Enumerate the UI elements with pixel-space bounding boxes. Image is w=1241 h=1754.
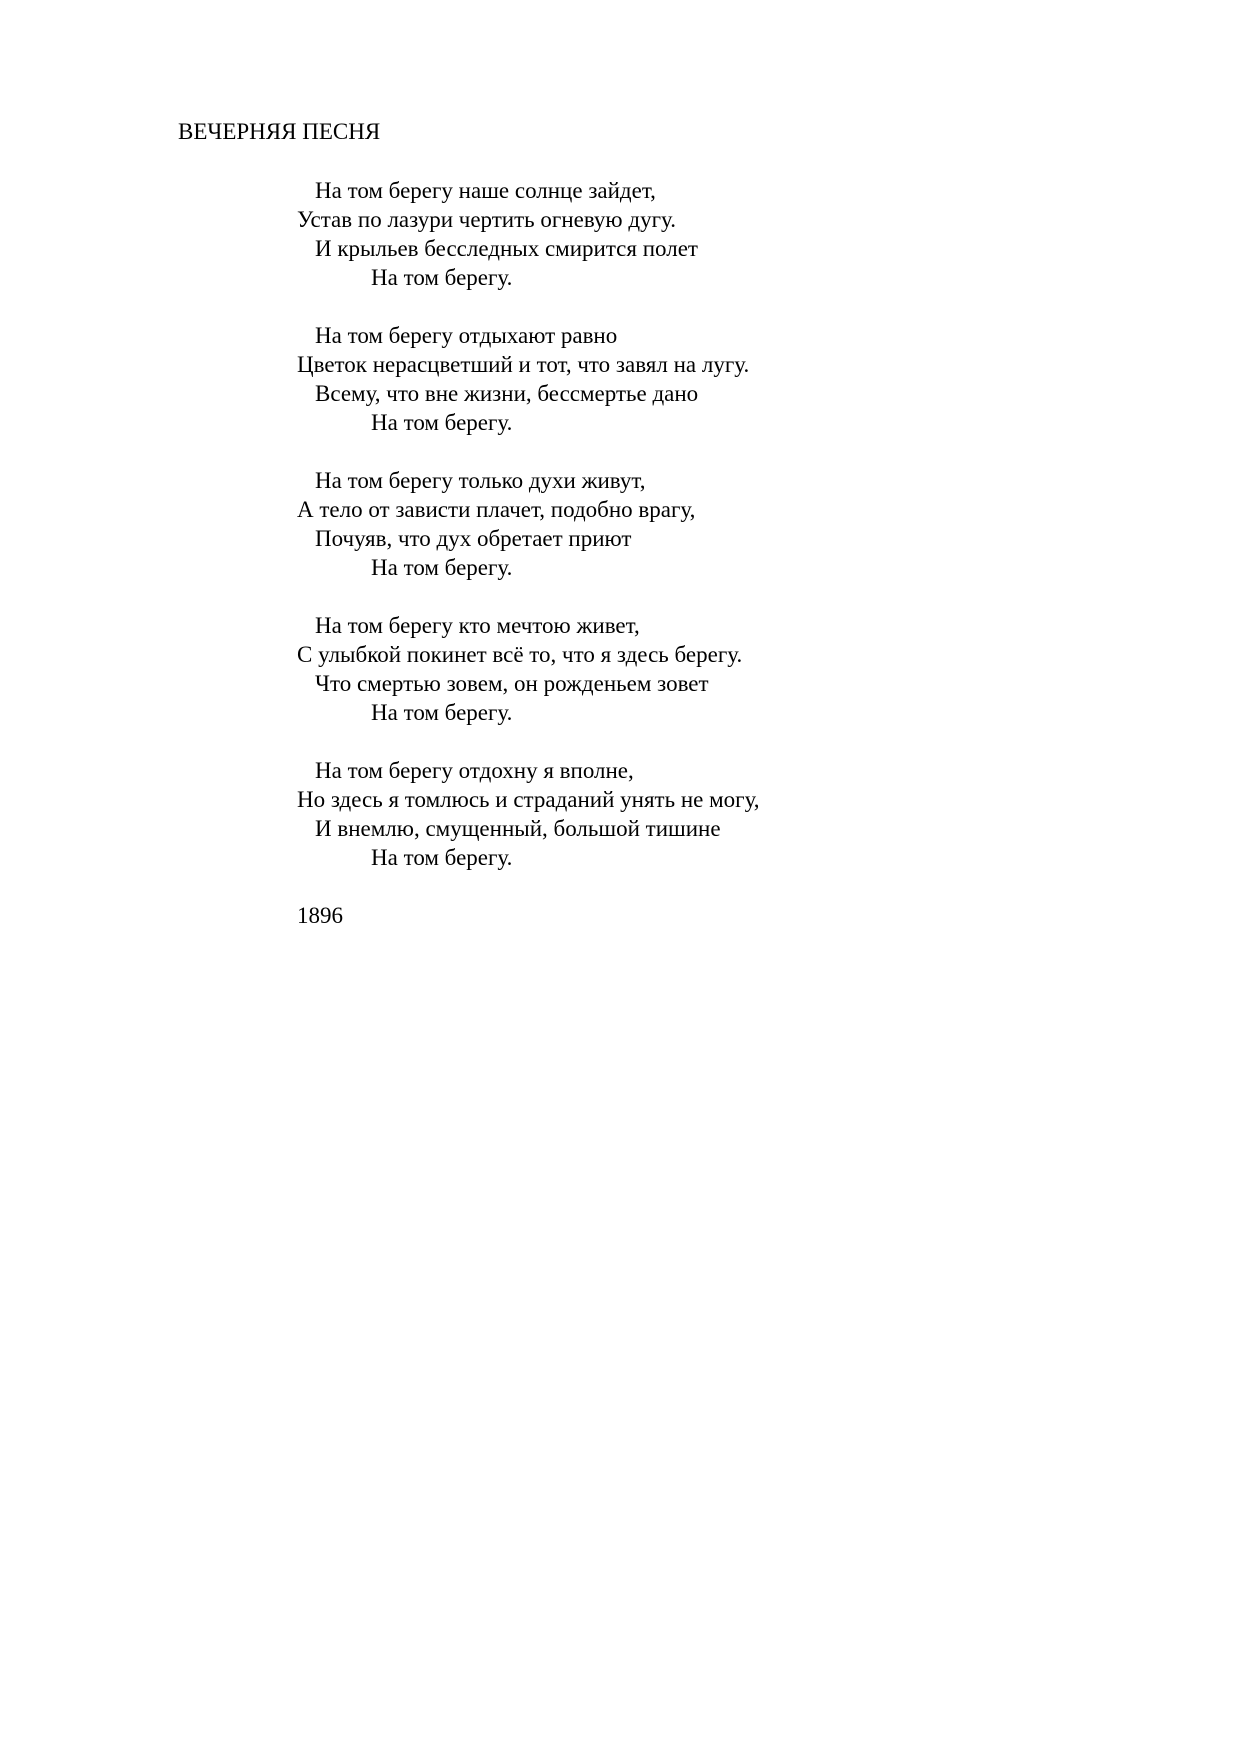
poem-line: На том берегу кто мечтою живет, (315, 613, 640, 638)
poem-line: Устав по лазури чертить огневую дугу. (297, 207, 676, 232)
poem-refrain: На том берегу. (371, 700, 513, 725)
poem-refrain: На том берегу. (371, 555, 513, 580)
poem-line: На том берегу отдохну я вполне, (315, 758, 634, 783)
poem-line: И внемлю, смущенный, большой тишине (315, 816, 721, 841)
poem-line: Но здесь я томлюсь и страданий унять не могу, (297, 787, 760, 812)
poem-line: На том берегу наше солнце зайдет, (315, 178, 656, 203)
poem-line: Всему, что вне жизни, бессмертье дано (315, 381, 699, 406)
stanza-1 (297, 176, 760, 292)
stanza-2 (297, 321, 760, 437)
poem-body (297, 176, 760, 930)
poem-year: 1896 (297, 903, 343, 928)
stanza-5 (297, 756, 760, 872)
poem-line: И крыльев бесследных смирится полет (315, 236, 698, 261)
poem-refrain: На том берегу. (371, 265, 513, 290)
poem-line: На том берегу только духи живут, (315, 468, 646, 493)
poem-refrain: На том берегу. (371, 410, 513, 435)
poem-line: Что смертью зовем, он рожденьем зовет (315, 671, 709, 696)
stanza-3 (297, 466, 760, 582)
stanza-4 (297, 611, 760, 727)
poem-line: Цветок нерасцветший и тот, что завял на лугу. (297, 352, 750, 377)
poem-line: На том берегу отдыхают равно (315, 323, 618, 348)
poem-line: С улыбкой покинет всё то, что я здесь берегу. (297, 642, 743, 667)
poem-title: ВЕЧЕРНЯЯ ПЕСНЯ (178, 119, 381, 144)
poem-line: Почуяв, что дух обретает приют (315, 526, 632, 551)
poem-line: А тело от зависти плачет, подобно врагу, (297, 497, 696, 522)
poem-refrain: На том берегу. (371, 845, 513, 870)
